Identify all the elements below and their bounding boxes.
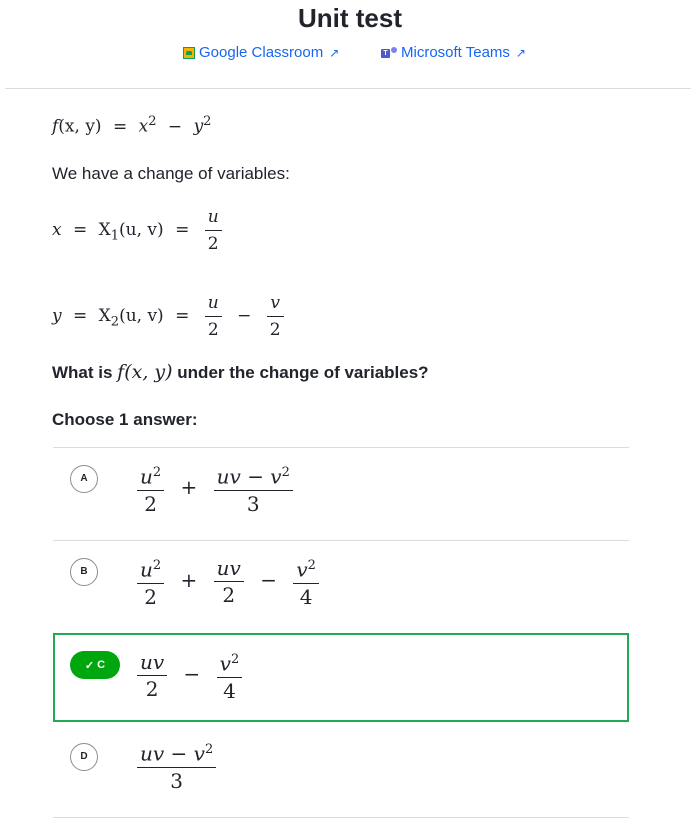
choice-letter: C: [97, 659, 106, 671]
choice-d[interactable]: [53, 723, 629, 817]
external-link-icon: ↗: [329, 45, 340, 60]
question-prompt: What is f(x, y) under the change of variables?: [52, 361, 429, 383]
header-divider: [5, 88, 691, 89]
equation-x: $x = X_1(u$, v) = $\frac{u}{2}$: [52, 204, 226, 257]
choice-d-expression: $\frac{uv - v^2}{3}$: [133, 737, 220, 794]
choose-label: Choose 1 answer:: [52, 410, 198, 429]
correct-answer-badge: [70, 651, 120, 679]
choice-a-expression: $\frac{u^2}{2}$ + $\frac{uv - v^2}{3}$: [133, 460, 297, 517]
choice-a[interactable]: [53, 448, 629, 540]
equation-y: $y = X_2(u$, v) = $\frac{u}{2}$ − $\frac{v}{2}$: [52, 290, 288, 343]
page-title: Unit test: [298, 3, 402, 33]
function-definition: f(x, $y) = x^2 - y^2$: [52, 114, 212, 137]
choice-b-expression: $\frac{u^2}{2}$ + $\frac{uv}{2}$ − $\frac{v^2}{4}$: [133, 553, 323, 610]
change-of-variables-intro: We have a change of variables:: [52, 164, 290, 183]
google-classroom-icon: [183, 47, 195, 59]
microsoft-teams-icon: T: [381, 47, 397, 59]
microsoft-teams-link[interactable]: [381, 44, 526, 61]
google-classroom-link[interactable]: [183, 44, 339, 61]
choice-b[interactable]: [53, 541, 629, 633]
choice-letter: B: [70, 558, 98, 586]
choice-letter: D: [70, 743, 98, 771]
choices-divider: [53, 817, 629, 818]
microsoft-teams-label: Microsoft Teams: [401, 44, 510, 61]
external-link-icon: ↗: [515, 45, 526, 60]
choice-letter: A: [70, 465, 98, 493]
choice-c-expression: $\frac{uv}{2}$ − $\frac{v^2}{4}$: [133, 647, 246, 704]
choice-c[interactable]: [53, 633, 629, 722]
checkmark-icon: ✓: [84, 659, 95, 672]
google-classroom-label: Google Classroom: [199, 44, 324, 61]
